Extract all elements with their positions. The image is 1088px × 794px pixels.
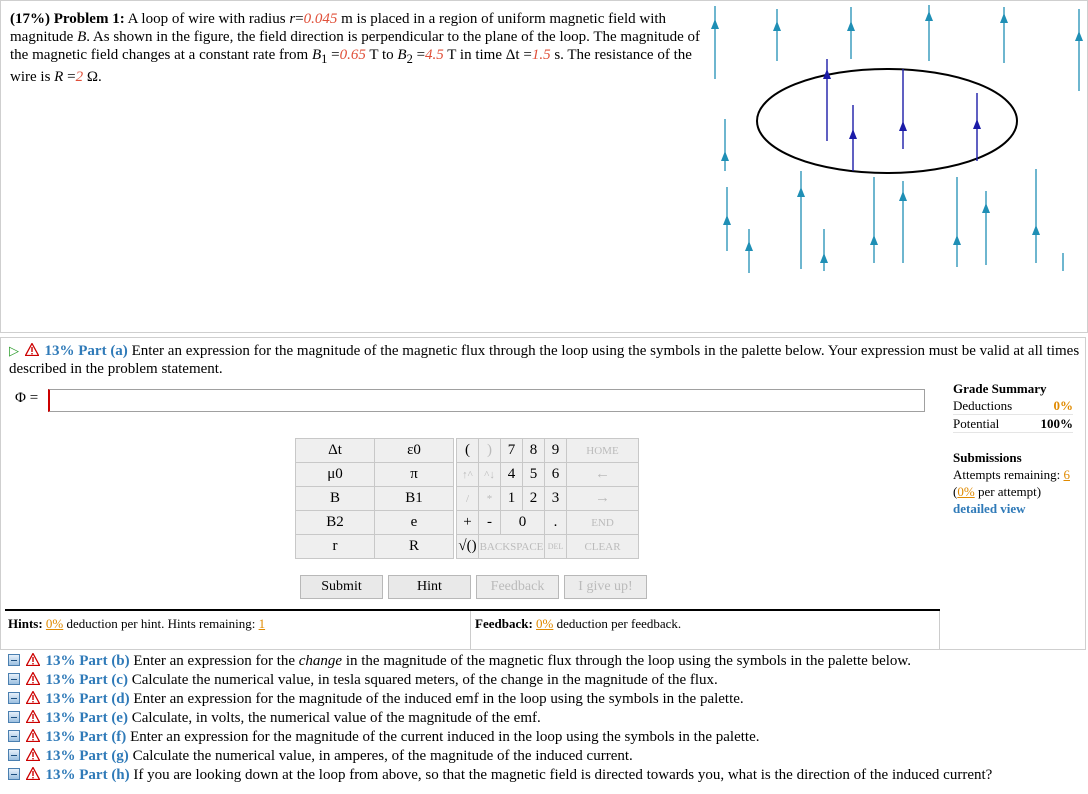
- eq-r: =: [295, 11, 304, 27]
- sym-mu0[interactable]: μ0: [296, 463, 375, 487]
- collapse-icon[interactable]: [8, 768, 20, 780]
- give-up-button[interactable]: I give up!: [564, 575, 647, 599]
- eq-r2: =: [67, 69, 76, 85]
- symbol-palette: [295, 438, 454, 559]
- attempts-value: 6: [1063, 467, 1070, 482]
- key-right[interactable]: →: [567, 487, 639, 511]
- key-divide[interactable]: /: [457, 487, 479, 511]
- hints-text: deduction per hint. Hints remaining:: [66, 616, 256, 631]
- hints-label: Hints:: [8, 616, 43, 631]
- hints-info: [8, 616, 265, 632]
- key-down[interactable]: ^↓: [479, 463, 501, 487]
- part-emphasis: change: [298, 653, 343, 669]
- feedback-button[interactable]: Feedback: [476, 575, 559, 599]
- radius-symbol: r: [289, 11, 296, 27]
- key-sqrt[interactable]: √(): [457, 535, 479, 559]
- detailed-view-link[interactable]: detailed view: [953, 501, 1026, 516]
- b1-sub: 1: [321, 52, 328, 66]
- sym-pi[interactable]: π: [375, 463, 454, 487]
- feedback-pct: 0%: [536, 616, 554, 631]
- deductions-value: 0%: [1053, 398, 1073, 413]
- warning-icon: [26, 767, 40, 780]
- dt-value: 1.5: [531, 47, 551, 63]
- key-end[interactable]: END: [567, 511, 639, 535]
- warning-icon: [26, 710, 40, 723]
- collapse-icon[interactable]: [8, 730, 20, 742]
- part-row[interactable]: [8, 766, 1084, 785]
- part-row[interactable]: [8, 709, 1084, 728]
- b2-symbol: B: [397, 47, 407, 63]
- attempts-label: Attempts remaining:: [953, 467, 1061, 482]
- part-label: 13% Part (b): [45, 653, 130, 669]
- sym-delta-t[interactable]: Δt: [296, 439, 375, 463]
- magnetic-field-figure: [701, 1, 1087, 333]
- collapse-icon[interactable]: [8, 711, 20, 723]
- b2-sub: 2: [406, 52, 413, 66]
- part-label: 13% Part (h): [45, 767, 130, 783]
- part-row[interactable]: [8, 690, 1084, 709]
- key-8[interactable]: 8: [523, 439, 545, 463]
- expand-triangle-icon[interactable]: ▷: [9, 343, 19, 358]
- part-text: Calculate the numerical value, in tesla squared meters, of the change in the magnitude of the flux.: [131, 672, 718, 688]
- resistance-value: 2: [75, 69, 84, 85]
- problem-text-1: A loop of wire with radius: [127, 11, 286, 27]
- key-6[interactable]: 6: [545, 463, 567, 487]
- feedback-info: [475, 616, 681, 632]
- submit-button[interactable]: Submit: [300, 575, 383, 599]
- b1-symbol: B: [311, 47, 322, 63]
- hint-button[interactable]: Hint: [388, 575, 471, 599]
- key-dot[interactable]: .: [545, 511, 567, 535]
- problem-text-2: m is placed in a region of uniform magnetic field with magnitude: [10, 11, 667, 45]
- collapse-icon[interactable]: [8, 692, 20, 704]
- eq-dt: =: [523, 47, 532, 63]
- key-2[interactable]: 2: [523, 487, 545, 511]
- warning-icon: [26, 653, 40, 666]
- problem-weight: (17%): [10, 11, 50, 27]
- key-5[interactable]: 5: [523, 463, 545, 487]
- sym-r[interactable]: r: [296, 535, 375, 559]
- key-backspace[interactable]: BACKSPACE: [479, 535, 545, 559]
- sym-b[interactable]: B: [296, 487, 375, 511]
- part-a-label: 13% Part (a): [44, 343, 128, 359]
- keypad: [456, 438, 639, 559]
- per-attempt-paren: (: [953, 484, 958, 499]
- collapse-icon[interactable]: [8, 749, 20, 761]
- feedback-divider: [939, 611, 940, 649]
- key-plus[interactable]: +: [457, 511, 479, 535]
- warning-icon: [26, 691, 40, 704]
- resistance-symbol: R: [54, 69, 64, 85]
- field-lines-outer: [711, 5, 1083, 273]
- part-row[interactable]: [8, 652, 1084, 671]
- part-label: 13% Part (c): [45, 672, 128, 688]
- per-attempt: [953, 483, 1073, 500]
- part-text: Enter an expression for the: [133, 653, 296, 669]
- sym-b1[interactable]: B1: [375, 487, 454, 511]
- key-clear[interactable]: CLEAR: [567, 535, 639, 559]
- part-text: Calculate, in volts, the numerical value of the magnitude of the emf.: [131, 710, 541, 726]
- warning-icon: [26, 729, 40, 742]
- part-label: 13% Part (g): [45, 748, 129, 764]
- sym-e[interactable]: e: [375, 511, 454, 535]
- radius-value: 0.045: [303, 11, 338, 27]
- problem-text-5: T in time: [447, 47, 503, 63]
- warning-icon: [25, 343, 39, 356]
- sym-epsilon0[interactable]: ε0: [375, 439, 454, 463]
- part-row[interactable]: [8, 671, 1084, 690]
- feedback-text: deduction per feedback.: [556, 616, 682, 631]
- deductions-label: Deductions: [953, 398, 1013, 413]
- part-a-panel: [0, 337, 1086, 650]
- key-del[interactable]: DEL: [545, 535, 567, 559]
- part-label: 13% Part (f): [45, 729, 127, 745]
- problem-text-3: . As shown in the figure, the field direction is perpendicular to the plane of the loop. The magnitude of the magnetic field changes at a constant rate from: [10, 29, 700, 63]
- warning-icon: [26, 672, 40, 685]
- key-4[interactable]: 4: [501, 463, 523, 487]
- collapse-icon[interactable]: [8, 654, 20, 666]
- sym-b2[interactable]: B2: [296, 511, 375, 535]
- b1-value: 0.65: [339, 47, 366, 63]
- key-close-paren[interactable]: ): [479, 439, 501, 463]
- hint-feedback-bar: [5, 609, 940, 649]
- key-open-paren[interactable]: (: [457, 439, 479, 463]
- problem-panel: [0, 0, 1088, 333]
- feedback-label: Feedback:: [475, 616, 533, 631]
- key-left[interactable]: ←: [567, 463, 639, 487]
- sym-R[interactable]: R: [375, 535, 454, 559]
- grade-summary-title: Grade Summary: [953, 381, 1047, 396]
- part-label: 13% Part (d): [45, 691, 130, 707]
- part-label: 13% Part (e): [45, 710, 128, 726]
- problem-statement: [10, 10, 710, 86]
- eq-b2: =: [416, 47, 426, 63]
- key-7[interactable]: 7: [501, 439, 523, 463]
- problem-text-6: s. The resistance of the wire is: [10, 47, 692, 85]
- problem-text-4: T to: [369, 47, 394, 63]
- flux-input-label: Φ =: [15, 390, 39, 406]
- warning-icon: [26, 748, 40, 761]
- wire-loop: [757, 69, 1017, 173]
- field-symbol: B: [77, 29, 87, 45]
- submissions-title: Submissions: [953, 450, 1022, 465]
- key-9[interactable]: 9: [545, 439, 567, 463]
- attempts-remaining: [953, 466, 1073, 483]
- answer-input[interactable]: [48, 389, 925, 412]
- key-0[interactable]: 0: [501, 511, 545, 535]
- potential-value: 100%: [1040, 416, 1073, 431]
- hints-pct: 0%: [45, 616, 64, 631]
- field-lines-inside: [823, 59, 981, 171]
- eq-b1: =: [331, 47, 340, 63]
- problem-text-7: Ω.: [86, 69, 102, 85]
- part-text-post: in the magnitude of the magnetic flux through the loop using the symbols in the palette below.: [345, 653, 912, 669]
- part-text: If you are looking down at the loop from above, so that the magnetic field is directed towards you, what is the direction of the induced current?: [133, 767, 993, 783]
- part-row[interactable]: [8, 747, 1084, 766]
- other-parts-list: [8, 652, 1084, 785]
- part-row[interactable]: [8, 728, 1084, 747]
- per-attempt-value: 0%: [957, 484, 975, 499]
- part-a-header: [9, 342, 1085, 378]
- hint-divider: [470, 611, 471, 649]
- key-1[interactable]: 1: [501, 487, 523, 511]
- key-3[interactable]: 3: [545, 487, 567, 511]
- part-text: Enter an expression for the magnitude of the current induced in the loop using the symbols in the palette.: [130, 729, 760, 745]
- key-home[interactable]: HOME: [567, 439, 639, 463]
- hints-remaining: 1: [258, 616, 266, 631]
- key-up[interactable]: ↑^: [457, 463, 479, 487]
- b2-value: 4.5: [425, 47, 444, 63]
- per-attempt-label: per attempt): [977, 484, 1042, 499]
- dt-symbol: Δt: [505, 47, 520, 63]
- problem-title: Problem 1:: [53, 11, 125, 27]
- part-a-text: Enter an expression for the magnitude of the magnetic flux through the loop using the symbols in the palette below. Your expression must be valid at all times described in the problem statement.: [9, 343, 1080, 377]
- key-multiply[interactable]: *: [479, 487, 501, 511]
- collapse-icon[interactable]: [8, 673, 20, 685]
- grade-summary: [953, 380, 1073, 517]
- key-minus[interactable]: -: [479, 511, 501, 535]
- part-text: Calculate the numerical value, in amperes, of the magnitude of the induced current.: [132, 748, 633, 764]
- potential-label: Potential: [953, 416, 1000, 431]
- part-text: Enter an expression for the magnitude of the induced emf in the loop using the symbols in the palette.: [133, 691, 744, 707]
